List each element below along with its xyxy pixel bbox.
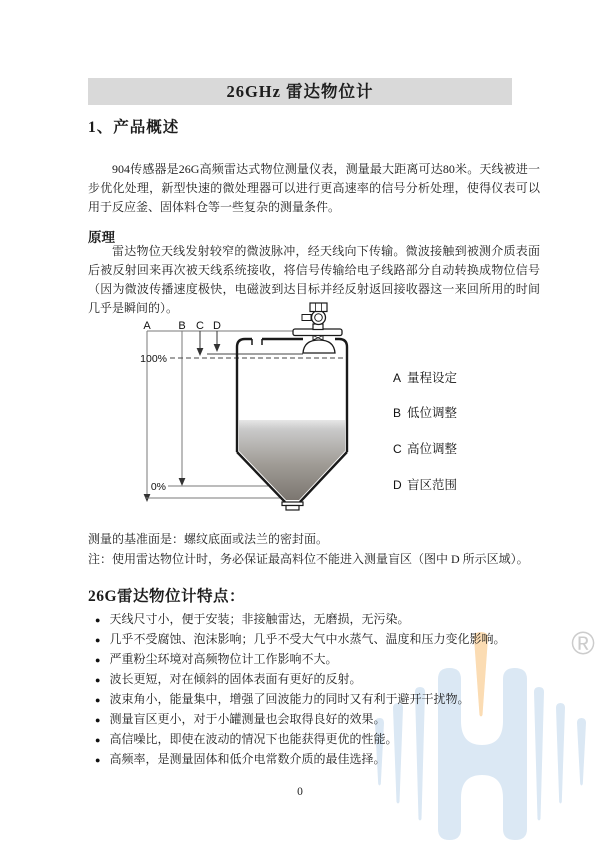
section-heading-overview: 1、产品概述 [88, 119, 180, 136]
feature-text: 测量盲区更小，对于小罐测量也会取得良好的效果。 [109, 712, 386, 726]
feature-text: 高频率，是测量固体和低介电常数介质的最佳选择。 [109, 752, 386, 766]
feature-item [95, 693, 545, 706]
feature-item [95, 673, 545, 686]
feature-text: 波长更短，对在倾斜的固体表面有更好的反射。 [109, 672, 362, 686]
feature-item [95, 733, 545, 746]
feature-item [95, 753, 545, 766]
radar-housing-body [312, 311, 326, 325]
page-title: 26GHz 雷达物位计 [226, 82, 374, 101]
feature-text: 严重粉尘环境对高频物位计工作影响不大。 [109, 652, 338, 666]
legend-a-key: A [393, 371, 402, 385]
empty-level-label: 0% [150, 481, 166, 493]
legend-c-label: 高位调整 [407, 442, 458, 456]
tank-outlet-nozzle [286, 506, 299, 511]
principle-paragraph: 雷达物位天线发射较窄的微波脉冲，经天线向下传输。微波接触到被测介质表面后被反射回来再次被天线系统接收，将信号传输给电子线路部分自动转换成物位信号（因为微波传播速度极快，电磁波到达目标并经反射返回接收器这一来回所用的时间几乎是瞬间的）。 [88, 244, 540, 315]
marker-b-label: B [178, 320, 186, 332]
feature-item [95, 633, 545, 646]
legend-a-label: 量程设定 [407, 371, 458, 385]
bullet-icon: ● [95, 694, 101, 705]
page-number: 0 [297, 786, 303, 798]
feature-item [95, 713, 545, 726]
marker-c-label: C [196, 320, 204, 332]
radar-cable-gland [302, 315, 311, 321]
marker-c-arrow [197, 348, 204, 356]
bullet-icon: ● [95, 674, 101, 685]
feature-item [95, 653, 545, 666]
feature-text: 波束角小，能量集中，增强了回波能力的同时又有利于避开干扰物。 [109, 692, 470, 706]
marker-b-arrow [179, 478, 186, 486]
overview-paragraph: 904传感器是26G高频雷达式物位测量仪表，测量最大距离可达80米。天线被进一步优化处理，新型快速的微处理器可以进行更高速率的信号分析处理，使得仪表可以用于反应釜、固体料仓等一些复杂的测量条件。 [88, 162, 540, 214]
feature-text: 天线尺寸小，便于安装；非接触雷达，无磨损，无污染。 [109, 612, 410, 626]
legend-b-key: B [393, 406, 402, 420]
registered-trademark-icon: ® [571, 625, 595, 661]
logo-signal-bar [577, 718, 586, 786]
datum-note: 测量的基准面是：螺纹底面或法兰的密封面。 [88, 532, 329, 546]
caution-note: 注：使用雷达物位计时，务必保证最高料位不能进入测量盲区（图中 D 所示区域）。 [88, 552, 529, 566]
roof-nozzle-ticks [252, 339, 262, 345]
feature-text: 高信噪比，即使在波动的情况下也能获得更优的性能。 [109, 732, 398, 746]
bullet-icon: ● [95, 714, 101, 725]
legend-b-label: 低位调整 [407, 406, 458, 420]
marker-d-label: D [213, 320, 221, 332]
features-heading: 26G雷达物位计特点： [88, 588, 246, 605]
tank-measurement-diagram [90, 300, 550, 528]
principle-heading: 原理 [88, 230, 115, 245]
legend-d-label: 盲区范围 [407, 478, 458, 492]
legend-d-key: D [393, 478, 402, 492]
bullet-icon: ● [95, 614, 101, 625]
tank-material-fill [239, 420, 345, 500]
full-level-label: 100% [140, 353, 167, 365]
bullet-icon: ● [95, 654, 101, 665]
bullet-icon: ● [95, 754, 101, 765]
feature-text: 几乎不受腐蚀、泡沫影响；几乎不受大气中水蒸气、温度和压力变化影响。 [109, 632, 506, 646]
radar-terminal-box [310, 303, 327, 312]
radar-horn-dome [303, 340, 335, 353]
marker-a-label: A [143, 320, 151, 332]
features-list [95, 613, 545, 773]
marker-d-arrow [214, 344, 221, 352]
title-banner [88, 78, 512, 105]
bullet-icon: ● [95, 734, 101, 745]
legend-c-key: C [393, 442, 402, 456]
feature-item [95, 613, 545, 626]
bullet-icon: ● [95, 634, 101, 645]
